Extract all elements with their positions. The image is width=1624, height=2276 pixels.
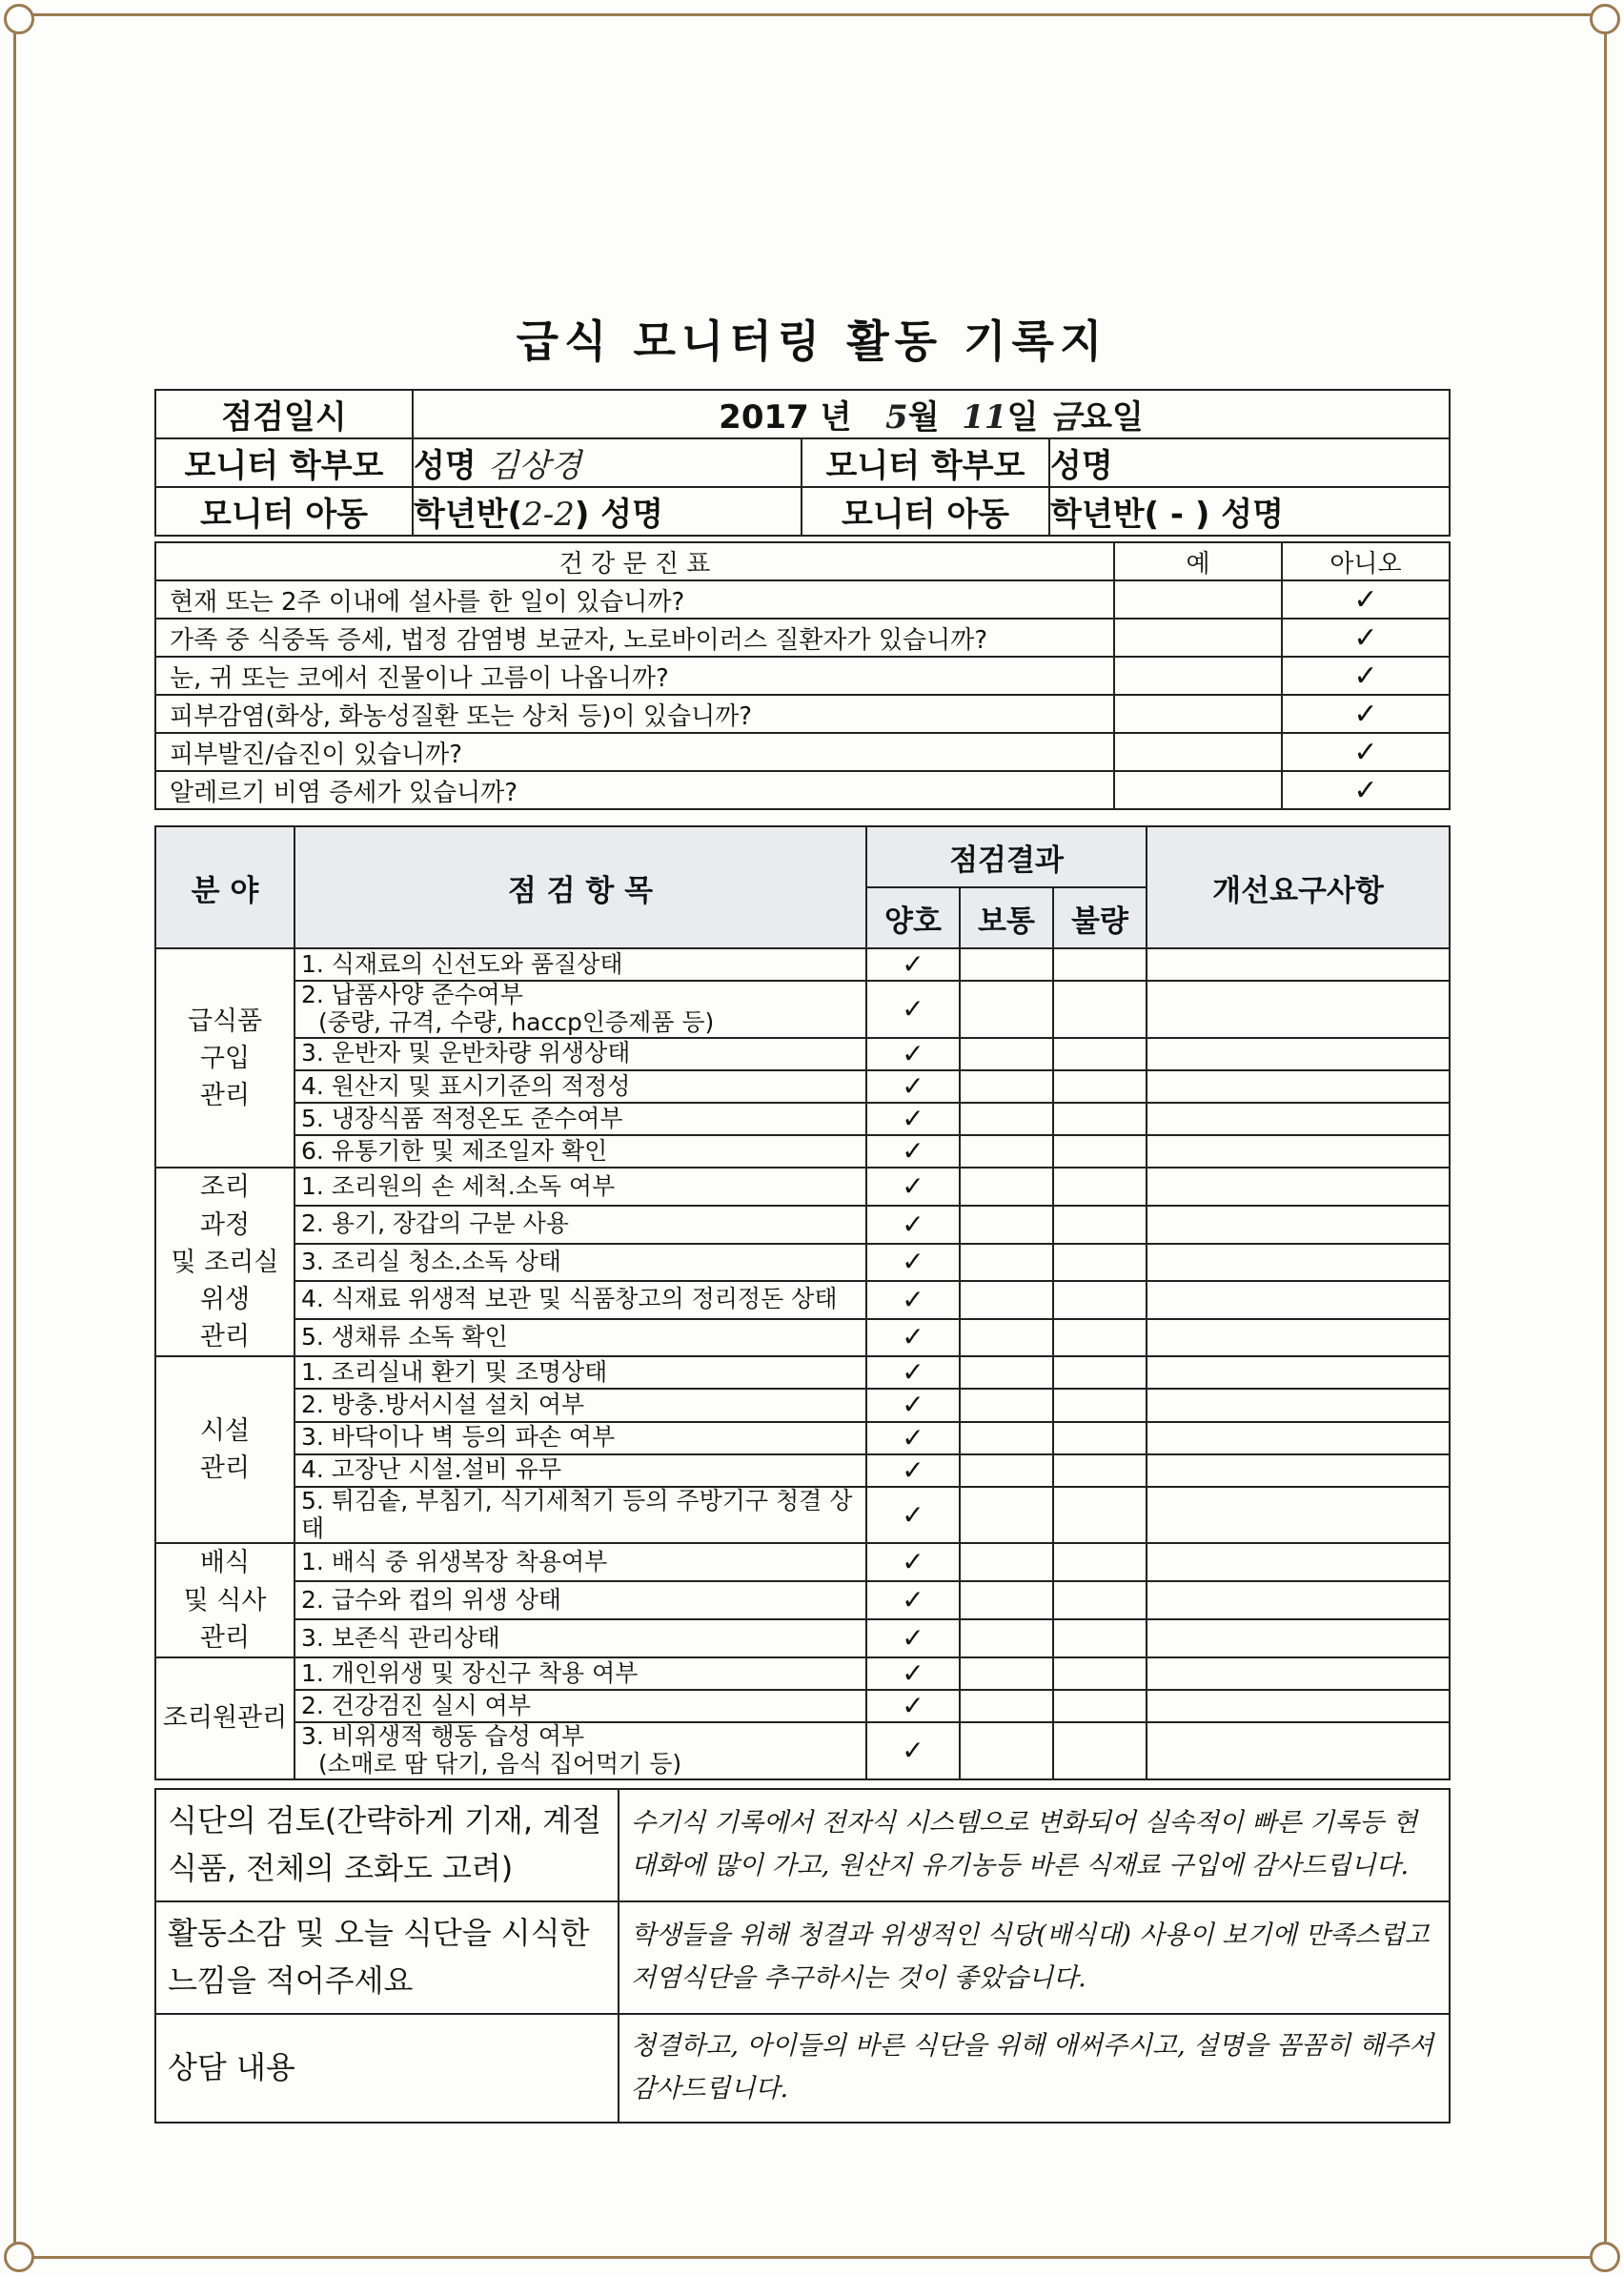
good-checkbox[interactable]: ✓	[866, 1619, 960, 1657]
good-checkbox[interactable]: ✓	[866, 1422, 960, 1454]
good-checkbox[interactable]: ✓	[866, 1657, 960, 1690]
inspection-item: 6. 유통기한 및 제조일자 확인	[294, 1135, 866, 1168]
good-checkbox[interactable]: ✓	[866, 1581, 960, 1619]
counsel-label: 상담 내용	[155, 2014, 619, 2123]
normal-checkbox[interactable]	[960, 1657, 1053, 1690]
child-grade-cell-2: 학년반( - ) 성명	[1049, 487, 1450, 536]
bad-checkbox[interactable]	[1053, 1206, 1147, 1244]
bad-checkbox[interactable]	[1053, 1619, 1147, 1657]
inspection-row	[155, 1244, 1450, 1282]
parent-label: 모니터 학부모	[155, 438, 413, 487]
inspection-item: 3. 바닥이나 벽 등의 파손 여부	[294, 1422, 866, 1454]
inspection-item: 5. 생채류 소독 확인	[294, 1319, 866, 1357]
menu-review-label: 식단의 검토(간략하게 기재, 계절식품, 전체의 조화도 고려)	[155, 1789, 619, 1901]
inspection-row	[155, 1581, 1450, 1619]
yes-checkbox[interactable]	[1114, 695, 1282, 733]
inspection-table	[154, 825, 1451, 1780]
inspection-item: 5. 튀김솥, 부침기, 식기세척기 등의 주방기구 청결 상태	[294, 1487, 866, 1544]
health-row: 피부감염(화상, 화농성질환 또는 상처 등)이 있습니까? ✓	[155, 695, 1450, 733]
good-checkbox[interactable]: ✓	[866, 981, 960, 1038]
inspection-item: 3. 보존식 관리상태	[294, 1619, 866, 1657]
good-checkbox[interactable]: ✓	[866, 1038, 960, 1070]
inspection-item: 3. 운반자 및 운반차량 위생상태	[294, 1038, 866, 1070]
health-yes-header: 예	[1114, 542, 1282, 580]
section-name: 급식품 구입 관리	[155, 948, 294, 1168]
yes-checkbox[interactable]	[1114, 657, 1282, 695]
inspection-item: 3. 비위생적 행동 습성 여부 (소매로 땀 닦기, 음식 집어먹기 등)	[294, 1722, 866, 1779]
good-checkbox[interactable]: ✓	[866, 1356, 960, 1389]
bad-checkbox[interactable]	[1053, 948, 1147, 981]
request-cell[interactable]	[1147, 1356, 1450, 1389]
normal-checkbox[interactable]	[960, 1281, 1053, 1319]
col-area: 분 야	[155, 826, 294, 948]
bad-checkbox[interactable]	[1053, 1135, 1147, 1168]
col-result: 점검결과	[866, 826, 1147, 887]
inspection-row	[155, 1135, 1450, 1168]
health-row: 눈, 귀 또는 코에서 진물이나 고름이 나옵니까? ✓	[155, 657, 1450, 695]
good-checkbox[interactable]: ✓	[866, 948, 960, 981]
good-checkbox[interactable]: ✓	[866, 1168, 960, 1206]
health-header: 건 강 문 진 표	[155, 542, 1114, 580]
inspection-item: 2. 납품사양 준수여부 (중량, 규격, 수량, haccp인증제품 등)	[294, 981, 866, 1038]
request-cell[interactable]	[1147, 1319, 1450, 1357]
section-name: 배식 및 식사 관리	[155, 1543, 294, 1656]
request-cell[interactable]	[1147, 1543, 1450, 1581]
yes-checkbox[interactable]	[1114, 733, 1282, 771]
inspection-item: 4. 고장난 시설.설비 유무	[294, 1454, 866, 1487]
inspection-item: 1. 조리원의 손 세척.소독 여부	[294, 1168, 866, 1206]
bad-checkbox[interactable]	[1053, 981, 1147, 1038]
corner-ornament	[4, 2242, 34, 2272]
health-row: 가족 중 식중독 증세, 법정 감염병 보균자, 노로바이러스 질환자가 있습니까? ✓	[155, 619, 1450, 657]
col-good: 양호	[866, 887, 960, 948]
request-cell[interactable]	[1147, 1244, 1450, 1282]
normal-checkbox[interactable]	[960, 1135, 1053, 1168]
request-cell[interactable]	[1147, 1281, 1450, 1319]
corner-ornament	[1590, 2242, 1620, 2272]
good-checkbox[interactable]: ✓	[866, 1487, 960, 1544]
inspection-row	[155, 1206, 1450, 1244]
normal-checkbox[interactable]	[960, 1454, 1053, 1487]
date-label: 점검일시	[155, 390, 413, 438]
inspection-row	[155, 1281, 1450, 1319]
no-checkbox[interactable]: ✓	[1282, 619, 1450, 657]
normal-checkbox[interactable]	[960, 1487, 1053, 1544]
bad-checkbox[interactable]	[1053, 1722, 1147, 1779]
bad-checkbox[interactable]	[1053, 1168, 1147, 1206]
inspection-row	[155, 1038, 1450, 1070]
bad-checkbox[interactable]	[1053, 1454, 1147, 1487]
no-checkbox[interactable]: ✓	[1282, 771, 1450, 809]
normal-checkbox[interactable]	[960, 1038, 1053, 1070]
bad-checkbox[interactable]	[1053, 1422, 1147, 1454]
col-item: 점 검 항 목	[294, 826, 866, 948]
health-no-header: 아니오	[1282, 542, 1450, 580]
parent-name-value: 김상경	[487, 447, 582, 485]
inspection-item: 2. 용기, 장갑의 구분 사용	[294, 1206, 866, 1244]
good-checkbox[interactable]: ✓	[866, 1281, 960, 1319]
request-cell[interactable]	[1147, 1206, 1450, 1244]
bad-checkbox[interactable]	[1053, 1657, 1147, 1690]
normal-checkbox[interactable]	[960, 1581, 1053, 1619]
inspection-row	[155, 1422, 1450, 1454]
inspection-item: 5. 냉장식품 적정온도 준수여부	[294, 1103, 866, 1135]
section-name: 조리 과정 및 조리실 위생 관리	[155, 1168, 294, 1356]
inspection-item: 3. 조리실 청소.소독 상태	[294, 1244, 866, 1282]
no-checkbox[interactable]: ✓	[1282, 733, 1450, 771]
request-cell[interactable]	[1147, 1722, 1450, 1779]
menu-review-text[interactable]: 수기식 기록에서 전자식 시스템으로 변화되어 실속적이 빠른 기록등 현대화에 많이 가고, 원산지 유기농등 바른 식재료 구입에 감사드립니다.	[619, 1789, 1450, 1901]
bad-checkbox[interactable]	[1053, 1690, 1147, 1722]
child-grade-cell: 학년반(2-2) 성명	[413, 487, 802, 536]
normal-checkbox[interactable]	[960, 981, 1053, 1038]
request-cell[interactable]	[1147, 1135, 1450, 1168]
request-cell[interactable]	[1147, 1168, 1450, 1206]
request-cell[interactable]	[1147, 948, 1450, 981]
normal-checkbox[interactable]	[960, 1070, 1053, 1103]
corner-ornament	[1590, 4, 1620, 34]
normal-checkbox[interactable]	[960, 1619, 1053, 1657]
normal-checkbox[interactable]	[960, 1543, 1053, 1581]
section-name: 시설 관리	[155, 1356, 294, 1543]
normal-checkbox[interactable]	[960, 1168, 1053, 1206]
normal-checkbox[interactable]	[960, 1244, 1053, 1282]
normal-checkbox[interactable]	[960, 1319, 1053, 1357]
normal-checkbox[interactable]	[960, 1206, 1053, 1244]
inspection-row	[155, 1543, 1450, 1581]
bad-checkbox[interactable]	[1053, 1389, 1147, 1421]
no-checkbox[interactable]: ✓	[1282, 695, 1450, 733]
request-cell[interactable]	[1147, 1487, 1450, 1544]
date-value: 2017 년 5월 11일 금요일	[413, 390, 1450, 438]
normal-checkbox[interactable]	[960, 948, 1053, 981]
inspection-row	[155, 1356, 1450, 1389]
impression-text[interactable]: 학생들을 위해 청결과 위생적인 식당(배식대) 사용이 보기에 만족스럽고 저염식단을 추구하시는 것이 좋았습니다.	[619, 1901, 1450, 2014]
request-cell[interactable]	[1147, 1070, 1450, 1103]
request-cell[interactable]	[1147, 1619, 1450, 1657]
child-label: 모니터 아동	[155, 487, 413, 536]
bad-checkbox[interactable]	[1053, 1319, 1147, 1357]
request-cell[interactable]	[1147, 1690, 1450, 1722]
inspection-row	[155, 948, 1450, 981]
yes-checkbox[interactable]	[1114, 619, 1282, 657]
good-checkbox[interactable]: ✓	[866, 1135, 960, 1168]
normal-checkbox[interactable]	[960, 1103, 1053, 1135]
child-grade-value: 2-2	[522, 496, 575, 534]
parent-name-cell-2: 성명	[1049, 438, 1450, 487]
request-cell[interactable]	[1147, 1657, 1450, 1690]
inspection-row	[155, 1389, 1450, 1421]
inspection-row	[155, 981, 1450, 1038]
info-table	[154, 389, 1451, 537]
good-checkbox[interactable]: ✓	[866, 1722, 960, 1779]
inspection-item: 2. 급수와 컵의 위생 상태	[294, 1581, 866, 1619]
good-checkbox[interactable]: ✓	[866, 1389, 960, 1421]
col-bad: 불량	[1053, 887, 1147, 948]
good-checkbox[interactable]: ✓	[866, 1206, 960, 1244]
request-cell[interactable]	[1147, 1389, 1450, 1421]
inspection-row	[155, 1454, 1450, 1487]
parent-label-2: 모니터 학부모	[802, 438, 1049, 487]
request-cell[interactable]	[1147, 981, 1450, 1038]
inspection-row	[155, 1070, 1450, 1103]
normal-checkbox[interactable]	[960, 1722, 1053, 1779]
bad-checkbox[interactable]	[1053, 1581, 1147, 1619]
request-cell[interactable]	[1147, 1103, 1450, 1135]
inspection-row	[155, 1657, 1450, 1690]
col-request: 개선요구사항	[1147, 826, 1450, 948]
good-checkbox[interactable]: ✓	[866, 1319, 960, 1357]
inspection-item: 4. 원산지 및 표시기준의 적정성	[294, 1070, 866, 1103]
no-checkbox[interactable]: ✓	[1282, 657, 1450, 695]
bad-checkbox[interactable]	[1053, 1543, 1147, 1581]
inspection-item: 2. 방충.방서시설 설치 여부	[294, 1389, 866, 1421]
normal-checkbox[interactable]	[960, 1356, 1053, 1389]
inspection-item: 2. 건강검진 실시 여부	[294, 1690, 866, 1722]
inspection-item: 1. 조리실내 환기 및 조명상태	[294, 1356, 866, 1389]
health-row: 피부발진/습진이 있습니까? ✓	[155, 733, 1450, 771]
section-name: 조리원관리	[155, 1657, 294, 1779]
inspection-item: 1. 개인위생 및 장신구 착용 여부	[294, 1657, 866, 1690]
good-checkbox[interactable]: ✓	[866, 1070, 960, 1103]
normal-checkbox[interactable]	[960, 1690, 1053, 1722]
corner-ornament	[4, 4, 34, 34]
yes-checkbox[interactable]	[1114, 580, 1282, 619]
counsel-text[interactable]: 청결하고, 아이들의 바른 식단을 위해 애써주시고, 설명을 꼼꼼히 해주셔 감사드립니다.	[619, 2014, 1450, 2123]
request-cell[interactable]	[1147, 1422, 1450, 1454]
yes-checkbox[interactable]	[1114, 771, 1282, 809]
bad-checkbox[interactable]	[1053, 1070, 1147, 1103]
good-checkbox[interactable]: ✓	[866, 1543, 960, 1581]
impression-label: 활동소감 및 오늘 식단을 시식한 느낌을 적어주세요	[155, 1901, 619, 2014]
bad-checkbox[interactable]	[1053, 1103, 1147, 1135]
col-normal: 보통	[960, 887, 1053, 948]
health-row: 알레르기 비염 증세가 있습니까? ✓	[155, 771, 1450, 809]
no-checkbox[interactable]: ✓	[1282, 580, 1450, 619]
child-label-2: 모니터 아동	[802, 487, 1049, 536]
inspection-row	[155, 1619, 1450, 1657]
inspection-item: 1. 배식 중 위생복장 착용여부	[294, 1543, 866, 1581]
good-checkbox[interactable]: ✓	[866, 1103, 960, 1135]
bad-checkbox[interactable]	[1053, 1038, 1147, 1070]
inspection-row	[155, 1487, 1450, 1544]
good-checkbox[interactable]: ✓	[866, 1690, 960, 1722]
bad-checkbox[interactable]	[1053, 1356, 1147, 1389]
request-cell[interactable]	[1147, 1038, 1450, 1070]
bad-checkbox[interactable]	[1053, 1487, 1147, 1544]
health-questionnaire	[154, 541, 1451, 810]
request-cell[interactable]	[1147, 1454, 1450, 1487]
inspection-item: 4. 식재료 위생적 보관 및 식품창고의 정리정돈 상태	[294, 1281, 866, 1319]
normal-checkbox[interactable]	[960, 1422, 1053, 1454]
inspection-row	[155, 1168, 1450, 1206]
comments-table	[154, 1788, 1451, 2124]
good-checkbox[interactable]: ✓	[866, 1454, 960, 1487]
bad-checkbox[interactable]	[1053, 1281, 1147, 1319]
inspection-row	[155, 1722, 1450, 1779]
health-row: 현재 또는 2주 이내에 설사를 한 일이 있습니까? ✓	[155, 580, 1450, 619]
bad-checkbox[interactable]	[1053, 1244, 1147, 1282]
inspection-row	[155, 1690, 1450, 1722]
parent-name-cell: 성명 김상경	[413, 438, 802, 487]
inspection-item: 1. 식재료의 신선도와 품질상태	[294, 948, 866, 981]
inspection-row	[155, 1319, 1450, 1357]
page-title: 급식 모니터링 활동 기록지	[516, 315, 1108, 367]
normal-checkbox[interactable]	[960, 1389, 1053, 1421]
request-cell[interactable]	[1147, 1581, 1450, 1619]
good-checkbox[interactable]: ✓	[866, 1244, 960, 1282]
inspection-row	[155, 1103, 1450, 1135]
